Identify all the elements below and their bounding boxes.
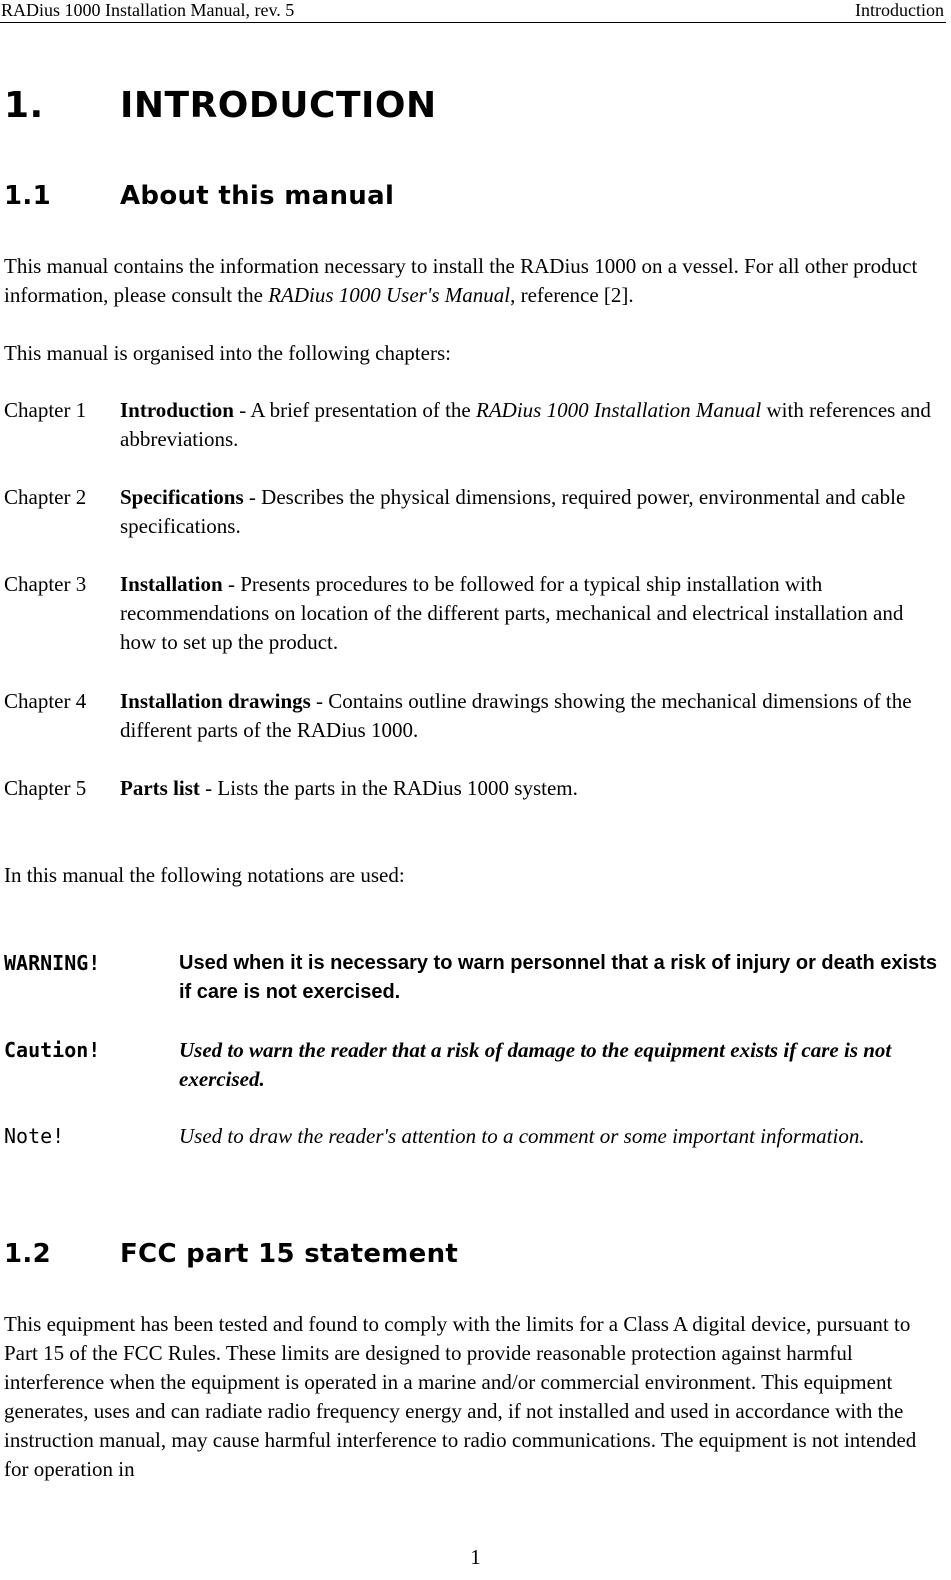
chapter-description [120,570,944,657]
caution-text: Used to warn the reader that a risk of damage to the equipment exists if care is not exercised. [179,1038,892,1091]
page-number: 1 [470,1545,481,1569]
intro-text: This manual contains the information necessary to install the RADius 1000 on a vessel. For all other product information, please consult the [4,254,918,307]
chapter-name: Installation drawings [120,689,311,713]
chapter-desc-text: - A brief presentation of the [233,398,476,422]
section-heading-fcc [4,1238,458,1270]
chapter-description [120,774,944,803]
note-label: Note! [4,1124,65,1148]
chapter-label: Chapter 5 [4,776,87,800]
chapter-label: Chapter 1 [4,398,87,422]
warning-text: Used when it is necessary to warn personnel that a risk of injury or death exists if care is not exercised. [179,952,938,1003]
chapter-description [120,396,944,454]
header-document-title: RADius 1000 Installation Manual, rev. 5 [1,0,295,20]
header-chapter-title: Introduction [855,0,944,20]
chapter-label: Chapter 4 [4,689,87,713]
installation-manual-reference: RADius 1000 Installation Manual [476,398,762,422]
section-number: 1.1 [4,181,51,211]
chapter-desc-text-end: with references and abbreviations. [120,398,931,451]
chapter-name: Installation [120,572,223,596]
warning-label: WARNING! [4,951,101,975]
note-text: Used to draw the reader's attention to a comment or some important information. [179,1124,865,1148]
chapter-name: Specifications [120,485,244,509]
chapters-intro-paragraph: This manual is organised into the following chapters: [4,341,451,365]
page-header [0,0,946,23]
chapter-label: Chapter 3 [4,572,87,596]
chapter-name: Introduction [120,398,234,422]
notations-intro-paragraph: In this manual the following notations are used: [4,863,405,887]
chapter-name: Parts list [120,776,200,800]
chapter-description [120,687,944,745]
chapter-description [120,483,944,541]
caution-label: Caution! [4,1038,101,1062]
intro-text-end: , reference [2]. [510,283,634,307]
section-title: About this manual [120,181,395,211]
chapter-label: Chapter 2 [4,485,87,509]
chapter-heading [4,84,437,128]
intro-paragraph [4,252,944,310]
fcc-statement-paragraph: This equipment has been tested and found to comply with the limits for a Class A digital device, pursuant to Part 15 of the FCC Rules. These limits are designed to provide reasonable protection against harmful interference when the equipment is operated in a marine and/or commercial environment. This equipment generates, uses and can radiate radio frequency energy and, if not installed and used in accordance with the instruction manual, may cause harmful interference to radio communications. The equipment is not intended for operation in [4,1312,917,1481]
chapter-desc-text: - Presents procedures to be followed for a typical ship installation with recommendations on location of the different parts, mechanical and electrical installation and how to set up the product. [120,572,904,654]
chapter-desc-text: - Lists the parts in the RADius 1000 system. [199,776,578,800]
chapter-title: INTRODUCTION [120,85,437,126]
section-number: 1.2 [4,1239,51,1269]
users-manual-reference: RADius 1000 User's Manual [268,283,511,307]
chapter-desc-text: - Contains outline drawings showing the mechanical dimensions of the different parts of the RADius 1000. [120,689,912,742]
section-title: FCC part 15 statement [120,1239,459,1269]
chapter-number: 1. [4,85,44,126]
section-heading-about [4,180,394,212]
chapter-desc-text: - Describes the physical dimensions, required power, environmental and cable specifications. [120,485,906,538]
